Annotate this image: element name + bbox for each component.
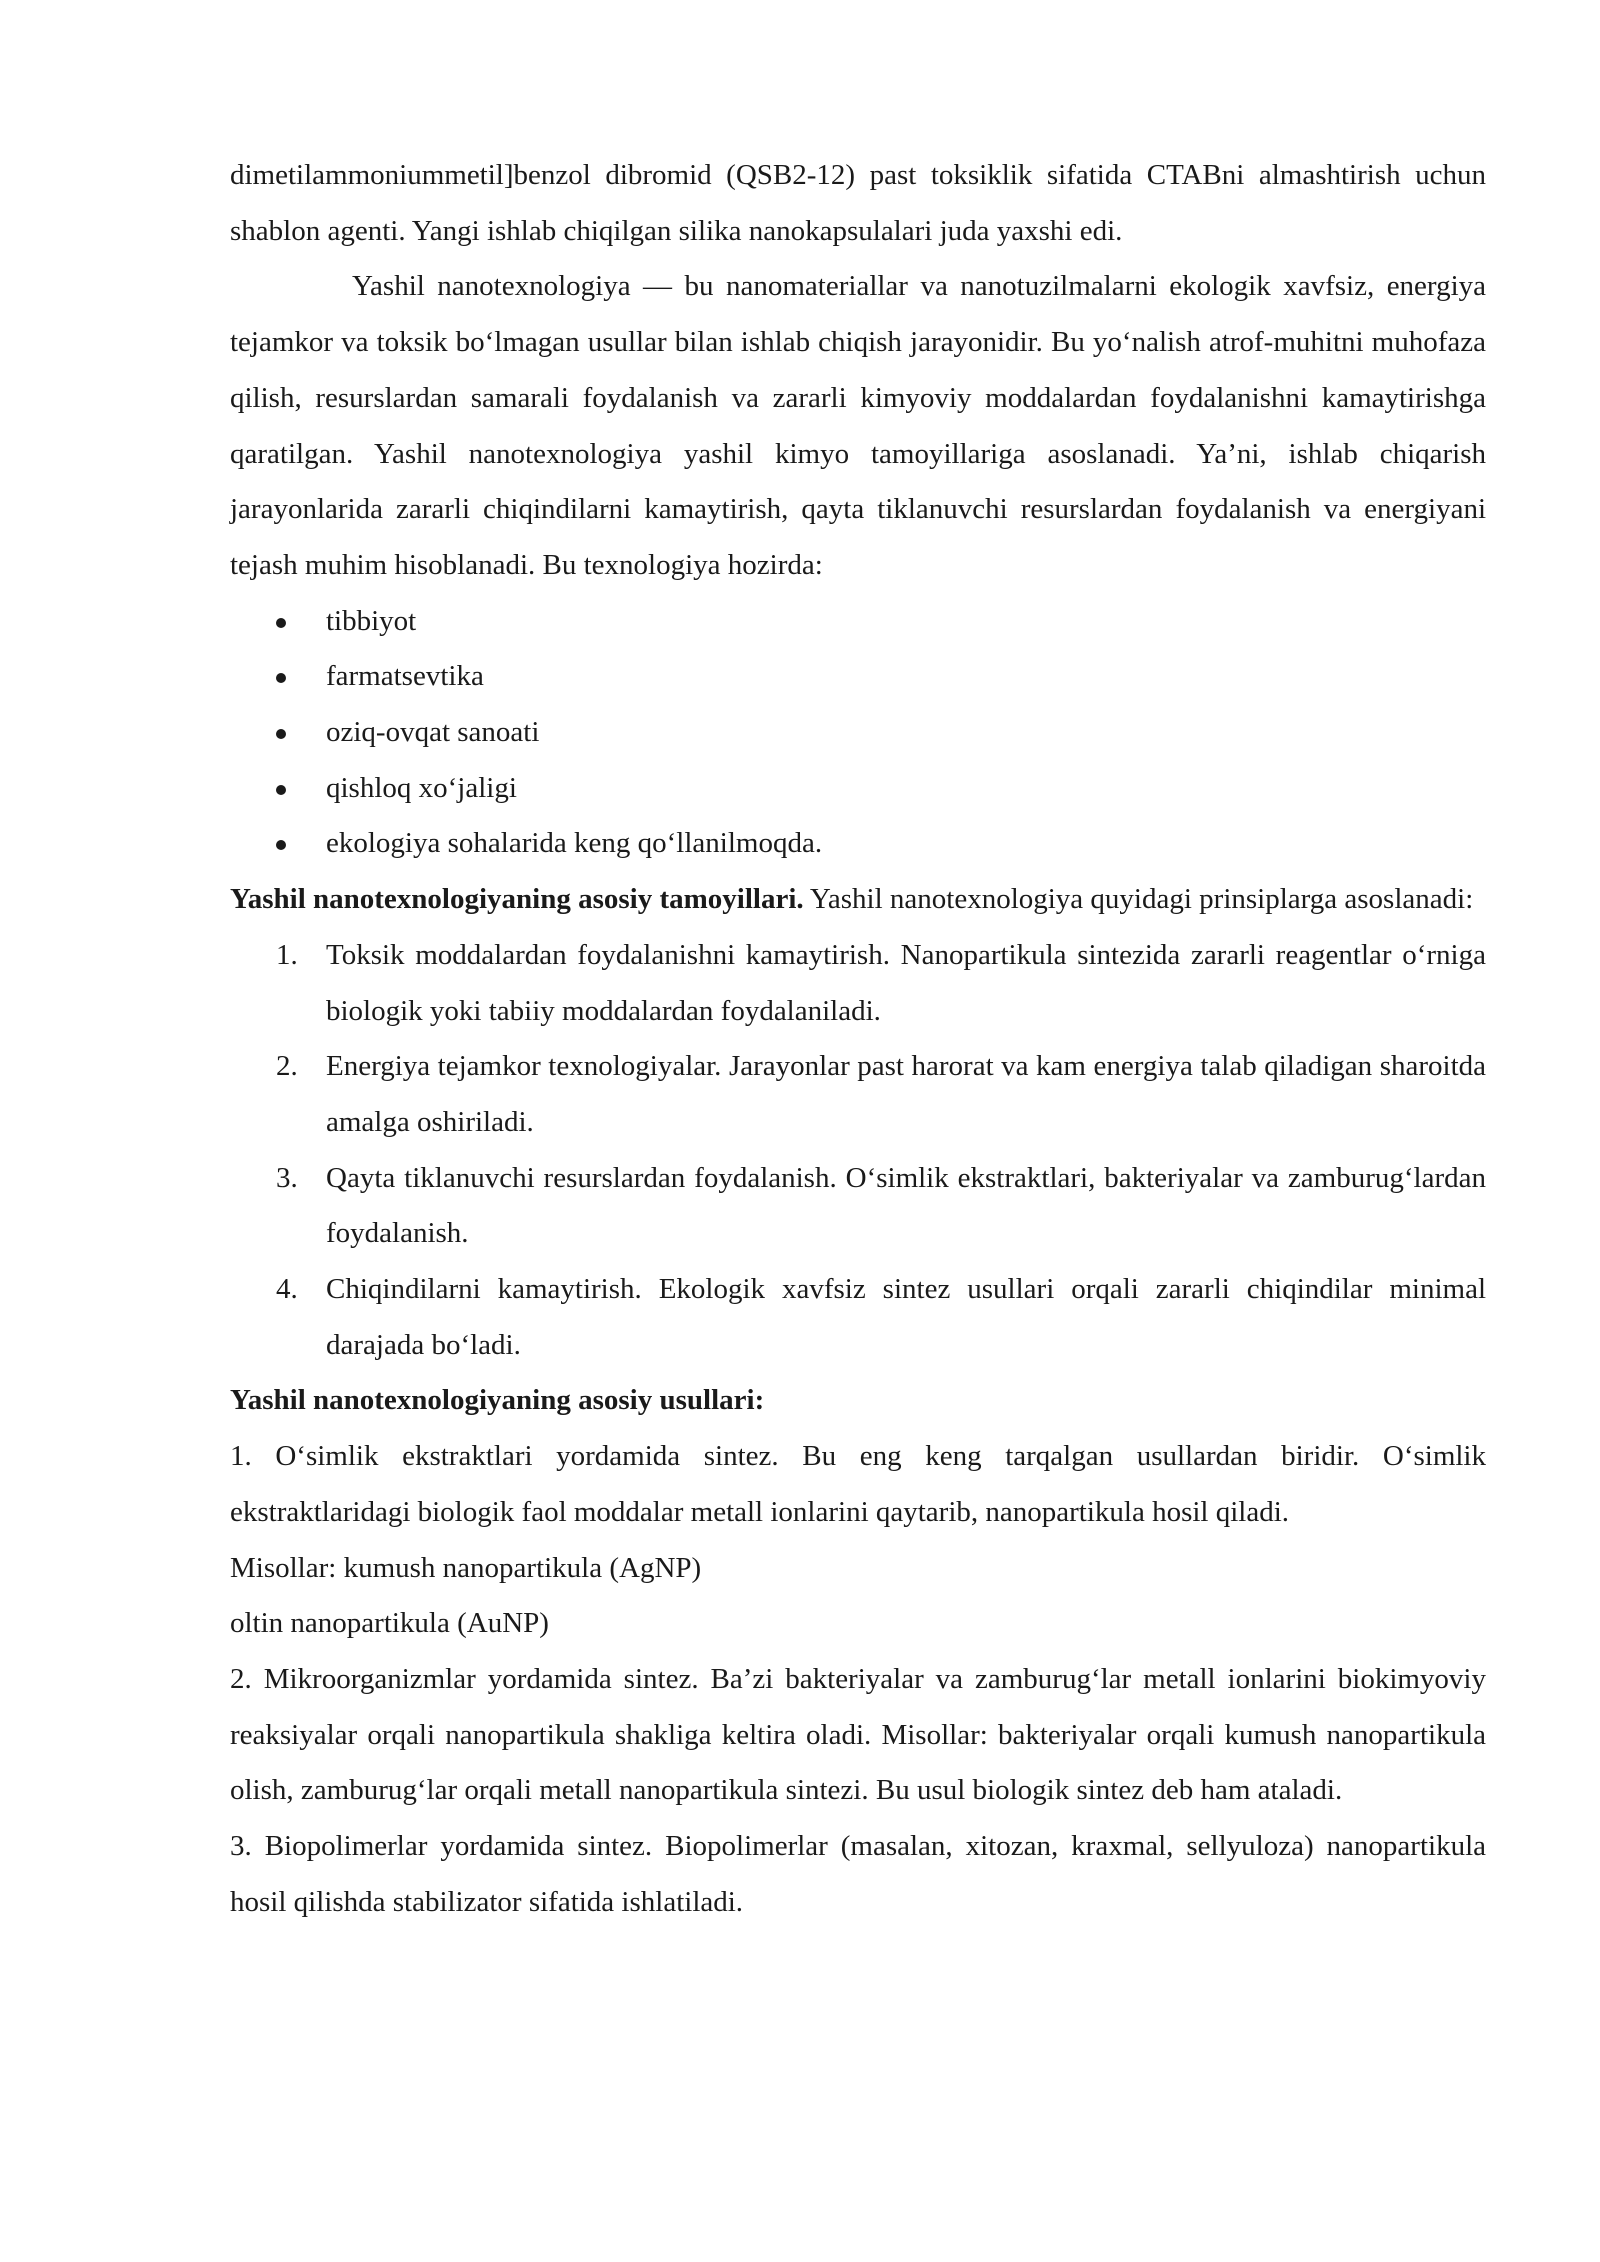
principles-list bbox=[230, 928, 1486, 1374]
bullet-icon bbox=[276, 840, 286, 850]
paragraph-intro: dimetilammoniummetil]benzol dibromid (QSB2-12) past toksiklik sifatida CTABni almashtirish uchun shablon agenti. Yangi ishlab chiqilgan silika nanokapsulalari juda yaxshi edi. bbox=[230, 159, 1486, 247]
paragraph-method-1: 1. O‘simlik ekstraktlari yordamida sintez. Bu eng keng tarqalgan usullardan biridir. O‘simlik ekstraktlaridagi biologik faol moddalar metall ionlarini qaytarib, nanopartikula hosil qiladi. bbox=[230, 1440, 1486, 1528]
list-item: farmatsevtika bbox=[230, 649, 1486, 705]
bullet-icon bbox=[276, 729, 286, 739]
paragraph-method-3: 3. Biopolimerlar yordamida sintez. Biopolimerlar (masalan, xitozan, kraxmal, sellyuloza) nanopartikula hosil qilishda stabilizator sifatida ishlatiladi. bbox=[230, 1830, 1486, 1918]
paragraph-method-1-example-1: Misollar: kumush nanopartikula (AgNP) bbox=[230, 1551, 702, 1584]
principles-text: Yashil nanotexnologiya quyidagi prinsiplarga asoslanadi: bbox=[803, 883, 1474, 916]
bullet-icon bbox=[276, 673, 286, 683]
list-item: 1. Toksik moddalardan foydalanishni kamaytirish. Nanopartikula sintezida zararli reagentlar o‘rniga biologik yoki tabiiy moddalardan foydalaniladi. bbox=[276, 938, 1486, 1027]
paragraph-principles bbox=[230, 872, 1486, 928]
paragraph-method-1-example-2: oltin nanopartikula (AuNP) bbox=[230, 1607, 549, 1640]
bullet-icon bbox=[276, 785, 286, 795]
list-item: ekologiya sohalarida keng qo‘llanilmoqda. bbox=[230, 816, 1486, 872]
bullet-icon bbox=[276, 618, 286, 628]
methods-heading: Yashil nanotexnologiyaning asosiy usullari: bbox=[230, 1384, 765, 1417]
page-content bbox=[230, 148, 1486, 1931]
list-item: tibbiyot bbox=[230, 594, 1486, 650]
list-item: 4. Chiqindilarni kamaytirish. Ekologik xavfsiz sintez usullari orqali zararli chiqindilar minimal darajada bo‘ladi. bbox=[276, 1273, 1486, 1361]
list-item: 2. Energiya tejamkor texnologiyalar. Jarayonlar past harorat va kam energiya talab qiladigan sharoitda amalga oshiriladi. bbox=[276, 1050, 1486, 1138]
application-list bbox=[230, 594, 1486, 873]
list-item: qishloq xo‘jaligi bbox=[230, 761, 1486, 817]
list-item: oziq-ovqat sanoati bbox=[230, 705, 1486, 761]
paragraph-method-2: 2. Mikroorganizmlar yordamida sintez. Ba’zi bakteriyalar va zamburug‘lar metall ionlarini biokimyoviy reaksiyalar orqali nanopartikula shakliga keltira oladi. Misollar: bakteriyalar orqali kumush nanopartikula olish, zamburug‘lar orqali metall nanopartikula sintezi. Bu usul biologik sintez deb ham ataladi. bbox=[230, 1662, 1486, 1807]
paragraph-green-nanotech: Yashil nanotexnologiya — bu nanomateriallar va nanotuzilmalarni ekologik xavfsiz, energiya tejamkor va toksik bo‘lmagan usullar bilan ishlab chiqish jarayonidir. Bu yo‘nalish atrof-muhitni muhofaza qilish, resurslardan samarali foydalanish va zararli kimyoviy moddalardan foydalanishni kamaytirishga qaratilgan. Yashil nanotexnologiya yashil kimyo tamoyillariga asoslanadi. Ya’ni, ishlab chiqarish jarayonlarida zararli chiqindilarni kamaytirish, qayta tiklanuvchi resurslardan foydalanish va energiyani tejash muhim hisoblanadi. Bu texnologiya hozirda: bbox=[230, 270, 1486, 581]
principles-heading: Yashil nanotexnologiyaning asosiy tamoyillari. bbox=[230, 883, 804, 916]
list-item: 3. Qayta tiklanuvchi resurslardan foydalanish. O‘simlik ekstraktlari, bakteriyalar va zamburug‘lardan foydalanish. bbox=[276, 1161, 1486, 1250]
